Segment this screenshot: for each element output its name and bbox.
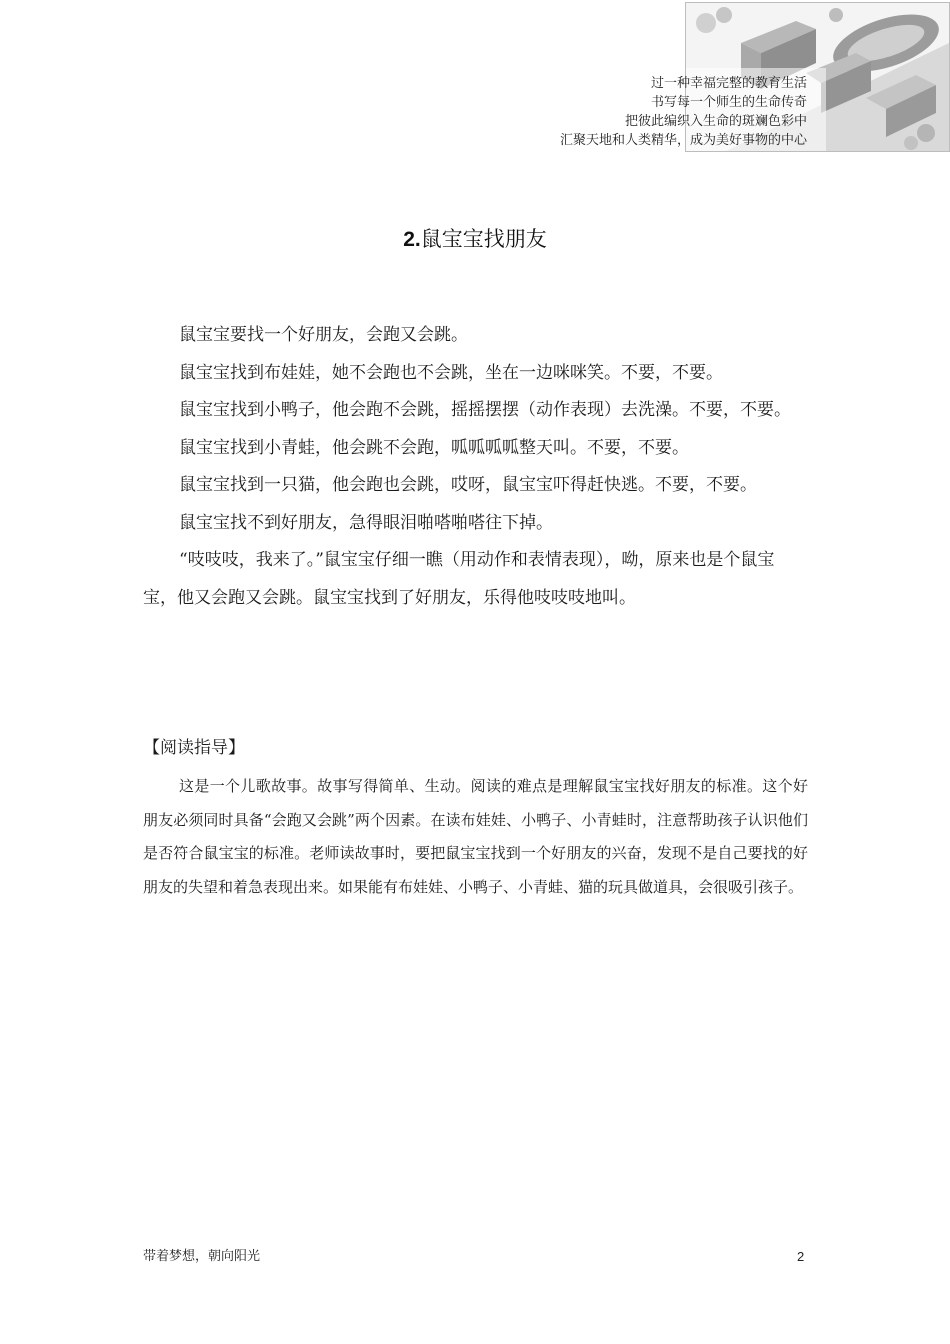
motto-line: 书写每一个师生的生命传奇 — [650, 95, 807, 110]
story-paragraph: 鼠宝宝找到小鸭子，他会跑不会跳，摇摇摆摆（动作表现）去洗澡。不要，不要。 — [179, 400, 791, 420]
guide-heading: 【阅读指导】 — [143, 738, 245, 758]
motto-line: 把彼此编织入生命的斑斓色彩中 — [624, 114, 807, 129]
page-number: 2 — [797, 1249, 805, 1264]
footer-slogan: 带着梦想，朝向阳光 — [143, 1249, 261, 1264]
motto-line: 过一种幸福完整的教育生活 — [650, 76, 807, 91]
header-motto — [560, 74, 807, 150]
story-body — [143, 317, 808, 617]
guide-body: 这是一个儿歌故事。故事写得简单、生动。阅读的难点是理解鼠宝宝找好朋友的标准。这个好朋友必须同时具备“会跑又会跳”两个因素。在读布娃娃、小鸭子、小青蛙时，注意帮助孩子认识他们是否符合鼠宝宝的标准。老师读故事时，要把鼠宝宝找到一个好朋友的兴奋，发现不是自己要找的好朋友的失望和着急表现出来。如果能有布娃娃、小鸭子、小青蛙、猫的玩具做道具，会很吸引孩子。 — [143, 777, 808, 896]
story-paragraph: “吱吱吱，我来了。”鼠宝宝仔细一瞧（用动作和表情表现），呦，原来也是个鼠宝宝，他又会跑又会跳。鼠宝宝找到了好朋友，乐得他吱吱吱地叫。 — [143, 550, 775, 608]
page-title — [0, 224, 950, 255]
title-number: 2. — [403, 228, 421, 251]
story-paragraph: 鼠宝宝找到小青蛙，他会跳不会跑，呱呱呱呱整天叫。不要，不要。 — [179, 437, 689, 458]
story-paragraph: 鼠宝宝找不到好朋友，急得眼泪啪嗒啪嗒往下掉。 — [179, 512, 553, 533]
story-paragraph: 鼠宝宝找到布娃娃，她不会跑也不会跳，坐在一边咪咪笑。不要，不要。 — [179, 362, 723, 383]
story-paragraph: 鼠宝宝要找一个好朋友，会跑又会跳。 — [179, 325, 468, 345]
title-text: 鼠宝宝找朋友 — [420, 227, 547, 251]
motto-line: 汇聚天地和人类精华，成为美好事物的中心 — [559, 133, 807, 148]
story-paragraph: 鼠宝宝找到一只猫，他会跑也会跳，哎呀，鼠宝宝吓得赶快逃。不要，不要。 — [179, 475, 757, 495]
